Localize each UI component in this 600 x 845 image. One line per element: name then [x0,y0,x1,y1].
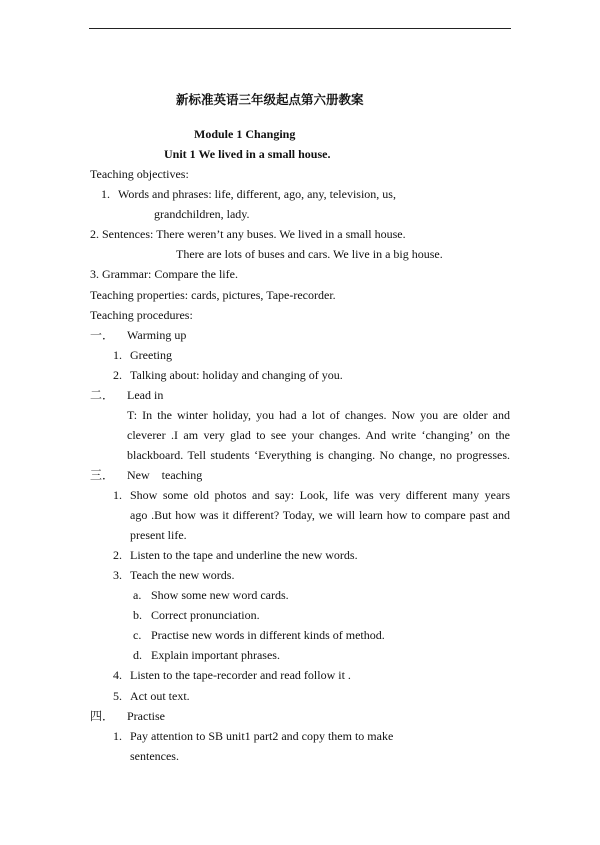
section-3-number: 三． [90,468,115,482]
list-item-number: 2. [113,548,122,562]
list-item-text: Act out text. [130,689,190,703]
list-item-number: 1. [113,348,122,362]
paragraph-line: Show some old photos and say: Look, life was very different many years [130,488,510,502]
list-item-number: 2. [113,368,122,382]
objective-3-text: 3. Grammar: Compare the life. [90,267,238,281]
list-item-number: 5. [113,689,122,703]
paragraph-line: ago .But how was it different? Today, we will learn how to compare past and [130,508,510,522]
list-item-text: Talking about: holiday and changing of you. [130,368,343,382]
list-item-text: Pay attention to SB unit1 part2 and copy them to make [130,729,394,743]
sub-item-text: Correct pronunciation. [151,608,260,622]
section-1-title: Warming up [127,328,187,342]
list-item-number: 4. [113,668,122,682]
unit-title: Unit 1 We lived in a small house. [164,147,331,161]
section-4-title: Practise [127,709,165,723]
paragraph-line: T: In the winter holiday, you had a lot of changes. Now you are older and [127,408,510,422]
header-rule [89,28,511,29]
section-4-number: 四． [90,709,115,723]
objective-1-number: 1. [101,187,110,201]
paragraph-line: cleverer .I am very glad to see your changes. And write ‘changing’ on the [127,428,510,442]
module-title: Module 1 Changing [194,127,296,141]
paragraph-line: present life. [130,528,187,542]
section-1-number: 一． [90,328,115,342]
list-item-number: 1. [113,729,122,743]
list-item-text: Listen to the tape-recorder and read follow it . [130,668,351,682]
objective-1-text: Words and phrases: life, different, ago, any, television, us, [118,187,396,201]
objective-1-continuation: grandchildren, lady. [154,207,250,221]
sub-item-letter: c. [133,628,142,642]
sub-item-text: Explain important phrases. [151,648,280,662]
sub-item-letter: b. [133,608,142,622]
sub-item-letter: a. [133,588,142,602]
list-item-number: 3. [113,568,122,582]
section-3-title: New teaching [127,468,203,482]
objective-2-text: 2. Sentences: There weren’t any buses. We lived in a small house. [90,227,406,241]
document-title: 新标准英语三年级起点第六册教案 [176,93,364,107]
section-2-title: Lead in [127,388,164,402]
list-item-text: Listen to the tape and underline the new words. [130,548,358,562]
paragraph-line: blackboard. Tell students ‘Everything is changing. No change, no progresses. [127,448,510,462]
teaching-properties: Teaching properties: cards, pictures, Tape-recorder. [90,288,336,302]
objective-2-continuation: There are lots of buses and cars. We live in a big house. [176,247,443,261]
sub-item-text: Show some new word cards. [151,588,289,602]
list-item-text: Greeting [130,348,172,362]
list-item-text: Teach the new words. [130,568,235,582]
section-2-number: 二． [90,388,115,402]
sub-item-letter: d. [133,648,142,662]
sub-item-text: Practise new words in different kinds of method. [151,628,385,642]
procedures-heading: Teaching procedures: [90,308,193,322]
objectives-heading: Teaching objectives: [90,167,189,181]
list-item-continuation: sentences. [130,749,179,763]
list-item-number: 1. [113,488,122,502]
